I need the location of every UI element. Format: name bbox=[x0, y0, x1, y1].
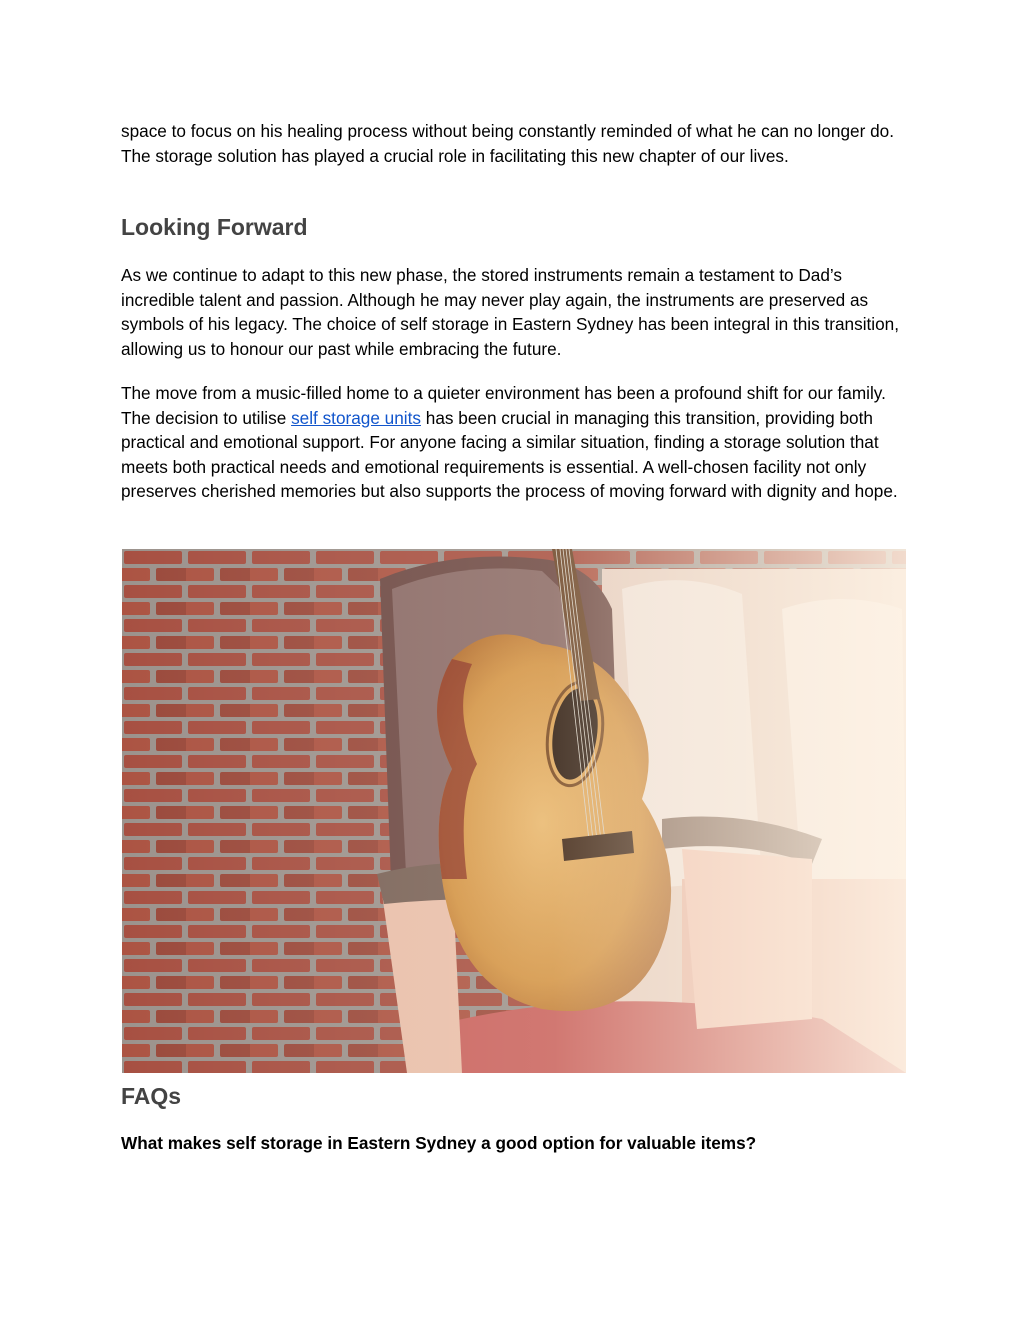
paragraph-2-text-before: The move from a music-filled home to a quieter environment has been a profound shift for our family. The decision to utilise bbox=[121, 383, 886, 428]
intro-paragraph: space to focus on his healing process without being constantly reminded of what he can no longer do. The storage solution has played a crucial role in facilitating this new chapter of our lives. bbox=[121, 121, 894, 166]
paragraph-2-text-after: has been crucial in managing this transition, providing both practical and emotional support. For anyone facing a similar situation, finding a storage solution that meets both practical needs and emotional requirements is essential. A well-chosen facility not only preserves cherished memories but also supports the process of moving forward with dignity and hope. bbox=[121, 407, 898, 501]
looking-forward-paragraph-2 bbox=[121, 381, 911, 504]
faq-question-1: What makes self storage in Eastern Sydney a good option for valuable items? bbox=[121, 1133, 757, 1153]
guitar-photo bbox=[122, 549, 906, 1073]
self-storage-units-link[interactable]: self storage units bbox=[291, 407, 421, 428]
faqs-heading: FAQs bbox=[121, 1083, 182, 1109]
looking-forward-paragraph-1: As we continue to adapt to this new phase, the stored instruments remain a testament to Dad’s incredible talent and passion. Although he may never play again, the instruments are preserved as symbols of his legacy. The choice of self storage in Eastern Sydney has been integral in this transition, allowing us to honour our past while embracing the future. bbox=[121, 265, 899, 359]
looking-forward-heading: Looking Forward bbox=[121, 214, 308, 240]
